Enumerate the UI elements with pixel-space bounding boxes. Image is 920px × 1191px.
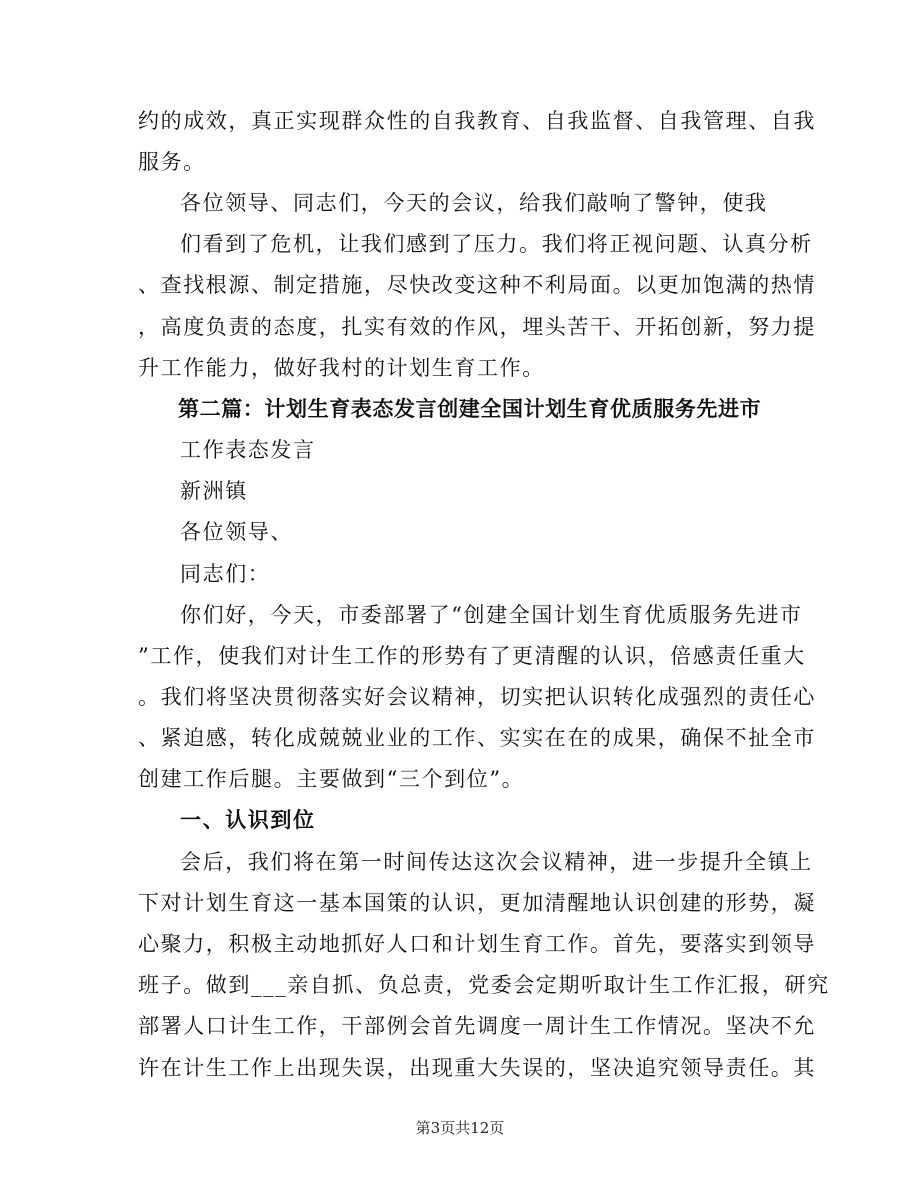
text-line: ，高度负责的态度，扎实有效的作风，埋头苦干、开拓创新，努力提	[138, 315, 816, 339]
text-line: 部署人口计生工作，干部例会首先调度一周计生工作情况。坚决不允	[138, 1014, 816, 1038]
heading-continuation: 工作表态发言	[180, 438, 316, 462]
text-line: 升工作能力，做好我村的计划生育工作。	[138, 356, 545, 380]
text-line: 服务。	[138, 150, 206, 174]
paragraph-first-line: 各位领导、同志们，今天的会议，给我们敲响了警钟，使我	[180, 191, 768, 215]
text-line: 许在计生工作上出现失误，出现重大失误的，坚决追究领导责任。其	[138, 1056, 816, 1080]
subsection-heading: 一、认识到位	[180, 807, 316, 832]
text-line: ”工作，使我们对计生工作的形势有了更清醒的认识，倍感责任重大	[138, 644, 806, 668]
page-number: 第3页共12页	[415, 1119, 505, 1137]
salutation-line: 同志们：	[180, 562, 271, 586]
author-line: 新洲镇	[180, 479, 248, 503]
text-line: 班子。做到___亲自抓、负总责，党委会定期听取计生工作汇报，研究	[138, 973, 830, 997]
paragraph-first-line: 你们好，今天，市委部署了“创建全国计划生育优质服务先进市	[180, 603, 803, 627]
text-line: 。我们将坚决贯彻落实好会议精神，切实把认识转化成强烈的责任心	[138, 685, 816, 709]
paragraph-first-line: 会后，我们将在第一时间传达这次会议精神，进一步提升全镇上	[180, 850, 813, 874]
text-line: 、紧迫感，转化成兢兢业业的工作、实实在在的成果，确保不扯全市	[138, 726, 816, 750]
section-heading: 第二篇：计划生育表态发言创建全国计划生育优质服务先进市	[178, 396, 762, 421]
salutation-line: 各位领导、	[180, 520, 293, 544]
text-line: 创建工作后腿。主要做到“三个到位”。	[138, 767, 525, 791]
text-line: 心聚力，积极主动地抓好人口和计划生育工作。首先，要落实到领导	[138, 932, 816, 956]
text-line: 约的成效，真正实现群众性的自我教育、自我监督、自我管理、自我	[138, 109, 816, 133]
text-line: 下对计划生育这一基本国策的认识，更加清醒地认识创建的形势，凝	[138, 891, 816, 915]
text-line: 、查找根源、制定措施，尽快改变这种不利局面。以更加饱满的热情	[138, 273, 816, 297]
text-line: 们看到了危机，让我们感到了压力。我们将正视问题、认真分析	[180, 232, 813, 256]
